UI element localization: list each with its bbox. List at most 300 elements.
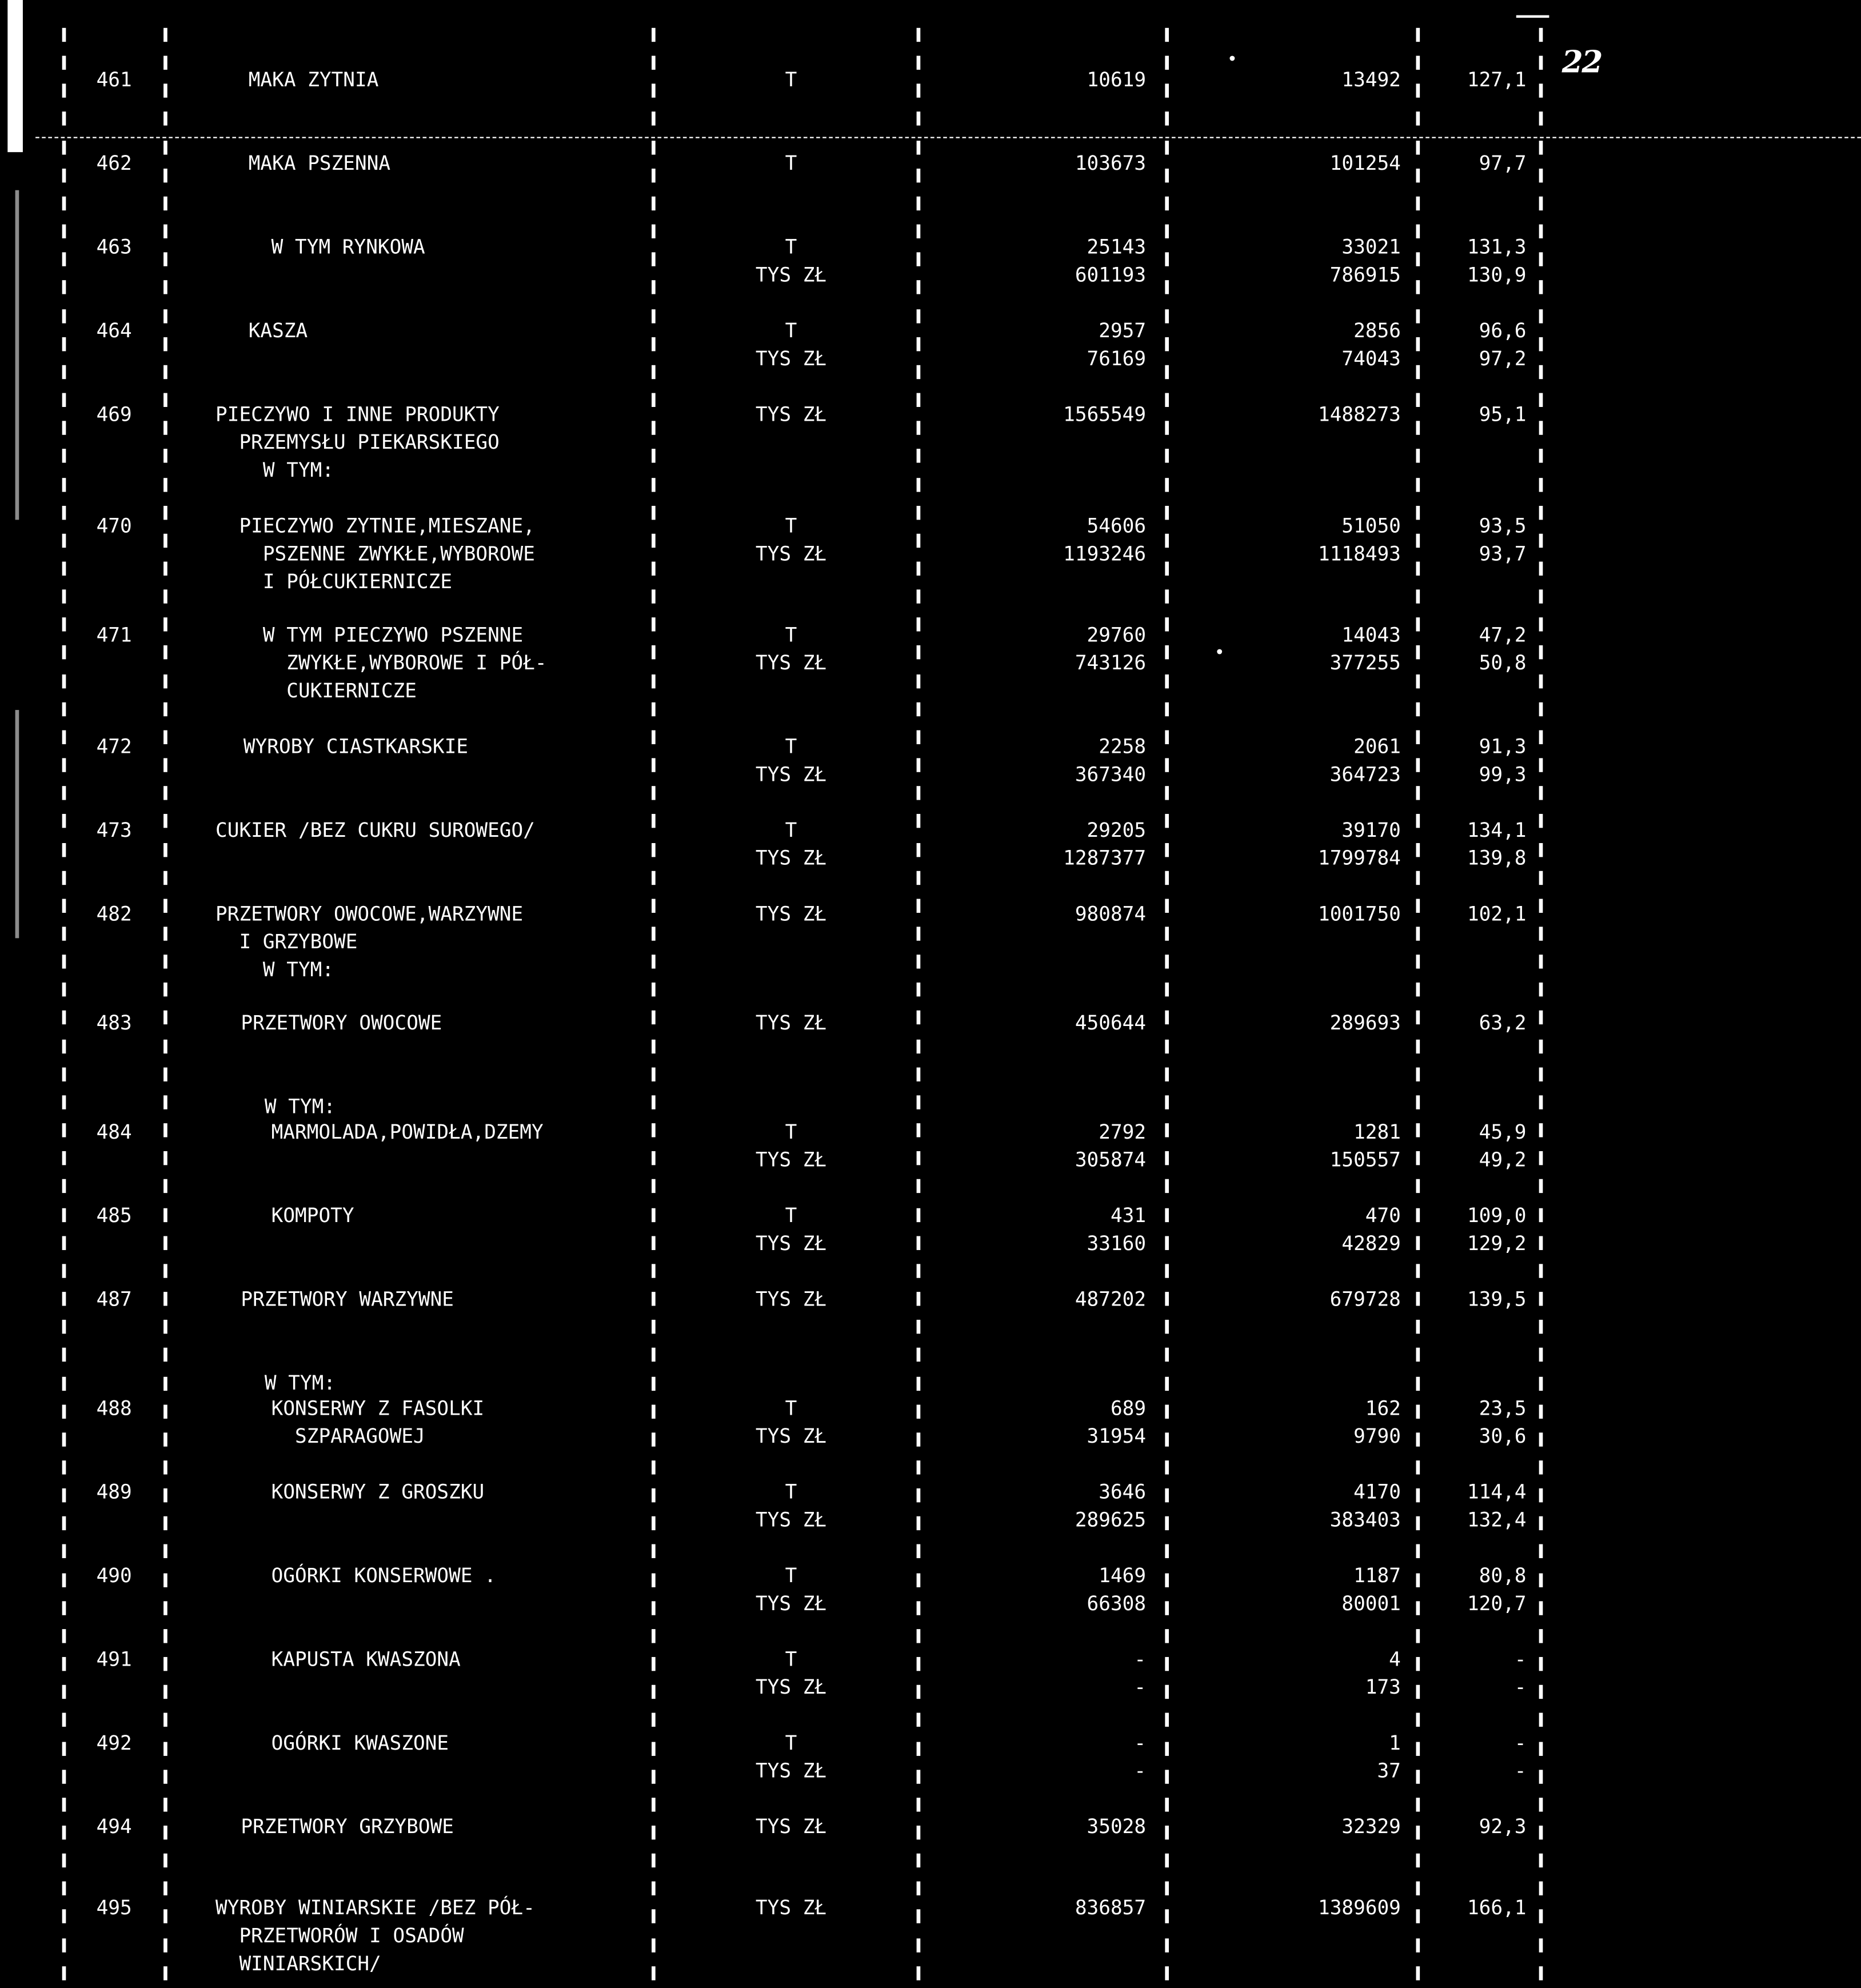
dashed-separator — [35, 137, 1861, 138]
separator-tick — [62, 1629, 66, 1643]
percent-index: 130,9 — [1467, 264, 1527, 287]
value-current-year: 4 — [1389, 1648, 1401, 1671]
table-line — [0, 677, 1861, 705]
separator-tick — [916, 1544, 920, 1558]
percent-index: 50,8 — [1479, 652, 1527, 674]
value-prev-year: 1287377 — [1063, 847, 1147, 870]
value-prev-year: 31954 — [1087, 1425, 1147, 1448]
table-line — [0, 512, 1861, 540]
value-prev-year: 367340 — [1075, 763, 1147, 787]
percent-index: - — [1514, 1648, 1527, 1671]
table-row — [0, 816, 1861, 872]
item-label: MAKA ZYTNIA — [248, 68, 379, 91]
value-current-year: 37 — [1377, 1759, 1401, 1783]
value-prev-year: 66308 — [1087, 1592, 1147, 1615]
table-line — [0, 761, 1861, 789]
item-code: 469 — [96, 403, 132, 426]
separator-tick — [916, 1629, 920, 1643]
separator-tick — [163, 28, 167, 42]
unit-cell: T — [785, 819, 797, 842]
value-prev-year: 689 — [1110, 1397, 1147, 1420]
item-label: KAPUSTA KWASZONA — [271, 1648, 461, 1671]
unit-cell: TYS ZŁ — [755, 903, 827, 926]
separator-tick — [1164, 197, 1168, 210]
item-label: OGÓRKI KWASZONE — [271, 1731, 449, 1755]
value-prev-year: - — [1134, 1731, 1147, 1755]
separator-tick — [651, 1264, 655, 1278]
percent-index: - — [1514, 1731, 1527, 1755]
table-row — [0, 66, 1861, 94]
value-prev-year: 431 — [1110, 1204, 1147, 1228]
value-current-year: 289693 — [1329, 1011, 1401, 1035]
unit-cell: TYS ZŁ — [755, 1508, 827, 1532]
table-line — [0, 456, 1861, 484]
table-row — [0, 1562, 1861, 1618]
separator-tick — [916, 1798, 920, 1811]
table-line — [0, 1009, 1861, 1037]
item-code: 472 — [96, 735, 132, 759]
table-line — [0, 401, 1861, 429]
item-label: WYROBY WINIARSKIE /BEZ PÓŁ- — [215, 1897, 535, 1920]
table-line — [0, 1423, 1861, 1451]
unit-cell: T — [785, 235, 797, 259]
separator-tick — [163, 197, 167, 210]
separator-tick — [916, 28, 920, 42]
unit-cell: T — [785, 1397, 797, 1420]
item-label: W TYM: — [241, 1371, 336, 1395]
table-line — [0, 1729, 1861, 1757]
item-label: W TYM: — [215, 958, 334, 981]
value-prev-year: 54606 — [1087, 514, 1147, 538]
table-line — [0, 900, 1861, 928]
value-current-year: 4170 — [1353, 1480, 1401, 1504]
table-row — [0, 900, 1861, 984]
separator-tick — [916, 871, 920, 884]
separator-tick — [163, 1460, 167, 1474]
separator-tick — [1415, 983, 1419, 997]
unit-cell: T — [785, 1480, 797, 1504]
separator-tick — [1415, 1460, 1419, 1474]
table-line — [0, 1757, 1861, 1785]
separator-tick — [1164, 1460, 1168, 1474]
table-line — [0, 1674, 1861, 1702]
percent-index: 49,2 — [1479, 1148, 1527, 1172]
unit-cell: TYS ZŁ — [755, 763, 827, 787]
separator-tick — [916, 112, 920, 126]
item-label: W TYM: — [215, 458, 334, 482]
table-line — [0, 1369, 1861, 1397]
separator-tick — [1539, 1264, 1543, 1278]
percent-index: 120,7 — [1467, 1592, 1527, 1615]
table-line — [0, 649, 1861, 677]
percent-index: 139,8 — [1467, 847, 1527, 870]
value-current-year: 162 — [1365, 1397, 1401, 1420]
table-row — [0, 1202, 1861, 1258]
item-code: 495 — [96, 1897, 132, 1920]
value-prev-year: 103673 — [1075, 152, 1147, 175]
table-row — [0, 1009, 1861, 1121]
item-code: 487 — [96, 1288, 132, 1311]
value-prev-year: 29205 — [1087, 819, 1147, 842]
value-prev-year: 3646 — [1099, 1480, 1147, 1504]
value-current-year: 14043 — [1341, 624, 1401, 647]
item-label: KASZA — [248, 319, 308, 342]
item-label: I GRZYBOWE — [215, 931, 358, 953]
table-line — [0, 1342, 1861, 1370]
value-prev-year: 487202 — [1075, 1288, 1147, 1311]
value-prev-year: 836857 — [1075, 1897, 1147, 1920]
separator-tick — [651, 1713, 655, 1727]
value-current-year: 1118493 — [1317, 542, 1401, 566]
separator-tick — [1539, 197, 1543, 210]
item-code: 473 — [96, 819, 132, 842]
value-current-year: 173 — [1365, 1676, 1401, 1699]
table-line — [0, 540, 1861, 568]
table-line — [0, 1065, 1861, 1093]
percent-index: 95,1 — [1479, 403, 1527, 426]
table-line — [0, 568, 1861, 596]
item-code: 462 — [96, 152, 132, 175]
separator-tick — [163, 1713, 167, 1727]
percent-index: 99,3 — [1479, 763, 1527, 787]
value-prev-year: 1565549 — [1063, 403, 1147, 426]
item-code: 492 — [96, 1731, 132, 1755]
table-row — [0, 1729, 1861, 1785]
separator-tick — [651, 1180, 655, 1193]
value-prev-year: 980874 — [1075, 903, 1147, 926]
value-current-year: 80001 — [1341, 1592, 1401, 1615]
separator-tick — [1539, 1798, 1543, 1811]
table-line — [0, 233, 1861, 261]
percent-index: 131,3 — [1467, 235, 1527, 259]
table-line — [0, 621, 1861, 649]
table-row — [0, 1286, 1861, 1397]
table-row — [0, 1478, 1861, 1534]
unit-cell: T — [785, 152, 797, 175]
separator-tick — [1415, 1713, 1419, 1727]
unit-cell: TYS ZŁ — [755, 847, 827, 870]
unit-cell: T — [785, 1564, 797, 1587]
separator-tick — [1164, 1713, 1168, 1727]
item-code: 482 — [96, 903, 132, 926]
item-code: 483 — [96, 1011, 132, 1035]
separator-tick — [916, 1713, 920, 1727]
value-current-year: 42829 — [1341, 1232, 1401, 1255]
separator-tick — [1415, 1854, 1419, 1867]
separator-tick — [62, 871, 66, 884]
separator-tick — [1539, 983, 1543, 997]
item-code: 491 — [96, 1648, 132, 1671]
item-label: CUKIER /BEZ CUKRU SUROWEGO/ — [215, 819, 535, 842]
unit-cell: TYS ZŁ — [755, 652, 827, 674]
table-line — [0, 66, 1861, 94]
item-label: WYROBY CIASTKARSKIE — [243, 735, 469, 759]
separator-tick — [1539, 112, 1543, 126]
table-line — [0, 345, 1861, 373]
percent-index: 45,9 — [1479, 1120, 1527, 1144]
unit-cell: TYS ZŁ — [755, 347, 827, 370]
unit-cell: T — [785, 514, 797, 538]
value-current-year: 679728 — [1329, 1288, 1401, 1311]
separator-tick — [1539, 1629, 1543, 1643]
table-row — [0, 1894, 1861, 1978]
page-number: 22 — [1562, 43, 1602, 80]
value-current-year: 150557 — [1329, 1148, 1401, 1172]
unit-cell: TYS ZŁ — [755, 1815, 827, 1839]
separator-tick — [916, 1460, 920, 1474]
value-current-year: 74043 — [1341, 347, 1401, 370]
percent-index: 23,5 — [1479, 1397, 1527, 1420]
item-label: ZWYKŁE,WYBOROWE I PÓŁ- — [215, 652, 547, 674]
separator-tick — [1164, 983, 1168, 997]
value-prev-year: - — [1134, 1759, 1147, 1783]
item-label: W TYM: — [241, 1095, 336, 1119]
table-line — [0, 150, 1861, 178]
value-prev-year: 10619 — [1087, 68, 1147, 91]
value-current-year: 51050 — [1341, 514, 1401, 538]
separator-tick — [916, 1264, 920, 1278]
percent-index: 114,4 — [1467, 1480, 1527, 1504]
item-label: PRZETWORY WARZYWNE — [241, 1288, 454, 1311]
value-prev-year: 25143 — [1087, 235, 1147, 259]
unit-cell: TYS ZŁ — [755, 1897, 827, 1920]
corner-mark — [1516, 15, 1549, 18]
item-label: MAKA PSZENNA — [248, 152, 391, 175]
percent-index: 91,3 — [1479, 735, 1527, 759]
separator-tick — [1415, 1798, 1419, 1811]
percent-index: 63,2 — [1479, 1011, 1527, 1035]
separator-tick — [62, 983, 66, 997]
item-label: PRZETWORY GRZYBOWE — [241, 1815, 454, 1839]
item-label: W TYM RYNKOWA — [271, 235, 425, 259]
separator-tick — [163, 1180, 167, 1193]
separator-tick — [62, 197, 66, 210]
separator-tick — [651, 1798, 655, 1811]
unit-cell: T — [785, 68, 797, 91]
unit-cell: TYS ZŁ — [755, 264, 827, 287]
unit-cell: T — [785, 1204, 797, 1228]
item-code: 470 — [96, 514, 132, 538]
separator-tick — [1415, 28, 1419, 42]
item-label: I PÓŁCUKIERNICZE — [215, 570, 453, 594]
value-prev-year: 35028 — [1087, 1815, 1147, 1839]
table-line — [0, 1506, 1861, 1534]
item-label: KONSERWY Z FASOLKI — [271, 1397, 485, 1420]
percent-index: 92,3 — [1479, 1815, 1527, 1839]
percent-index: 166,1 — [1467, 1897, 1527, 1920]
separator-tick — [163, 1798, 167, 1811]
table-line — [0, 1894, 1861, 1922]
table-line — [0, 1395, 1861, 1423]
unit-cell: TYS ZŁ — [755, 1011, 827, 1035]
separator-tick — [1415, 197, 1419, 210]
value-current-year: 1001750 — [1317, 903, 1401, 926]
item-code: 463 — [96, 235, 132, 259]
separator-tick — [1539, 1713, 1543, 1727]
separator-tick — [1164, 1180, 1168, 1193]
separator-tick — [1415, 1264, 1419, 1278]
separator-tick — [1539, 1544, 1543, 1558]
value-current-year: 2856 — [1353, 319, 1401, 342]
table-line — [0, 1093, 1861, 1121]
separator-tick — [1415, 1544, 1419, 1558]
separator-tick — [916, 197, 920, 210]
table-line — [0, 1286, 1861, 1314]
item-label: W TYM PIECZYWO PSZENNE — [215, 624, 524, 647]
value-current-year: 383403 — [1329, 1508, 1401, 1532]
value-current-year: 101254 — [1329, 152, 1401, 175]
value-current-year: 1 — [1389, 1731, 1401, 1755]
value-prev-year: 601193 — [1075, 264, 1147, 287]
value-current-year: 13492 — [1341, 68, 1401, 91]
percent-index: 109,0 — [1467, 1204, 1527, 1228]
item-label: OGÓRKI KONSERWOWE . — [271, 1564, 496, 1587]
value-prev-year: 305874 — [1075, 1148, 1147, 1172]
table-row — [0, 733, 1861, 789]
table-row — [0, 233, 1861, 289]
item-label: PIECZYWO ZYTNIE,MIESZANE, — [215, 514, 535, 538]
value-prev-year: 743126 — [1075, 652, 1147, 674]
percent-index: 93,7 — [1479, 542, 1527, 566]
item-code: 490 — [96, 1564, 132, 1587]
item-label: WINIARSKICH/ — [215, 1952, 381, 1975]
separator-tick — [1539, 1180, 1543, 1193]
unit-cell: T — [785, 1120, 797, 1144]
separator-tick — [1164, 1629, 1168, 1643]
table-line — [0, 816, 1861, 844]
table-line — [0, 928, 1861, 956]
separator-tick — [1164, 1264, 1168, 1278]
value-prev-year: 2258 — [1099, 735, 1147, 759]
table-line — [0, 261, 1861, 289]
unit-cell: T — [785, 624, 797, 647]
percent-index: 129,2 — [1467, 1232, 1527, 1255]
separator-tick — [1539, 871, 1543, 884]
value-prev-year: - — [1134, 1676, 1147, 1699]
unit-cell: TYS ZŁ — [755, 1676, 827, 1699]
separator-tick — [1164, 1798, 1168, 1811]
percent-index: 97,2 — [1479, 347, 1527, 370]
separator-tick — [163, 1544, 167, 1558]
separator-tick — [163, 1854, 167, 1867]
unit-cell: T — [785, 319, 797, 342]
table-line — [0, 733, 1861, 761]
separator-tick — [1415, 871, 1419, 884]
table-line — [0, 429, 1861, 457]
percent-index: 80,8 — [1479, 1564, 1527, 1587]
separator-tick — [1164, 28, 1168, 42]
separator-tick — [1539, 1460, 1543, 1474]
separator-tick — [916, 1854, 920, 1867]
item-label: PRZETWORY OWOCOWE,WARZYWNE — [215, 903, 524, 926]
value-current-year: 1281 — [1353, 1120, 1401, 1144]
percent-index: 127,1 — [1467, 68, 1527, 91]
item-label: KOMPOTY — [271, 1204, 354, 1228]
item-code: 464 — [96, 319, 132, 342]
item-code: 461 — [96, 68, 132, 91]
unit-cell: T — [785, 735, 797, 759]
item-label: PRZETWORY OWOCOWE — [241, 1011, 442, 1035]
table-row — [0, 1646, 1861, 1702]
separator-tick — [62, 1460, 66, 1474]
separator-tick — [1415, 1180, 1419, 1193]
separator-tick — [651, 1629, 655, 1643]
table-line — [0, 956, 1861, 984]
separator-tick — [1415, 112, 1419, 126]
value-current-year: 786915 — [1329, 264, 1401, 287]
item-code: 485 — [96, 1204, 132, 1228]
item-label: KONSERWY Z GROSZKU — [271, 1480, 485, 1504]
separator-tick — [62, 112, 66, 126]
separator-tick — [62, 1854, 66, 1867]
value-current-year: 33021 — [1341, 235, 1401, 259]
unit-cell: TYS ZŁ — [755, 1148, 827, 1172]
value-current-year: 364723 — [1329, 763, 1401, 787]
item-label: PSZENNE ZWYKŁE,WYBOROWE — [215, 542, 535, 566]
table-row — [0, 1813, 1861, 1841]
value-current-year: 2061 — [1353, 735, 1401, 759]
value-prev-year: 33160 — [1087, 1232, 1147, 1255]
item-code: 488 — [96, 1397, 132, 1420]
table-line — [0, 1146, 1861, 1174]
table-line — [0, 1590, 1861, 1618]
table-row — [0, 1395, 1861, 1451]
separator-tick — [163, 983, 167, 997]
value-prev-year: 289625 — [1075, 1508, 1147, 1532]
separator-tick — [163, 1264, 167, 1278]
item-label: MARMOLADA,POWIDŁA,DZEMY — [271, 1120, 544, 1144]
value-prev-year: 1193246 — [1063, 542, 1147, 566]
item-label: SZPARAGOWEJ — [271, 1425, 425, 1448]
value-current-year: 39170 — [1341, 819, 1401, 842]
separator-tick — [62, 1180, 66, 1193]
percent-index: 93,5 — [1479, 514, 1527, 538]
separator-tick — [1539, 28, 1543, 42]
separator-tick — [916, 1180, 920, 1193]
table-line — [0, 844, 1861, 872]
separator-tick — [651, 112, 655, 126]
table-row — [0, 401, 1861, 484]
percent-index: 30,6 — [1479, 1425, 1527, 1448]
table-row — [0, 1118, 1861, 1174]
separator-tick — [651, 1544, 655, 1558]
value-prev-year: - — [1134, 1648, 1147, 1671]
unit-cell: T — [785, 1648, 797, 1671]
unit-cell: TYS ZŁ — [755, 1288, 827, 1311]
separator-tick — [1164, 1854, 1168, 1867]
value-prev-year: 29760 — [1087, 624, 1147, 647]
value-current-year: 1799784 — [1317, 847, 1401, 870]
separator-tick — [651, 1854, 655, 1867]
separator-tick — [651, 871, 655, 884]
table-line — [0, 1478, 1861, 1506]
item-label: CUKIERNICZE — [215, 679, 417, 702]
separator-tick — [651, 197, 655, 210]
table-line — [0, 1646, 1861, 1674]
separator-tick — [651, 1460, 655, 1474]
percent-index: 96,6 — [1479, 319, 1527, 342]
separator-tick — [916, 983, 920, 997]
percent-index: 47,2 — [1479, 624, 1527, 647]
item-label: PRZETWORÓW I OSADÓW — [215, 1924, 464, 1947]
separator-tick — [1164, 1544, 1168, 1558]
percent-index: 139,5 — [1467, 1288, 1527, 1311]
value-current-year: 1488273 — [1317, 403, 1401, 426]
value-current-year: 9790 — [1353, 1425, 1401, 1448]
percent-index: 102,1 — [1467, 903, 1527, 926]
value-prev-year: 2792 — [1099, 1120, 1147, 1144]
item-label: PRZEMYSŁU PIEKARSKIEGO — [215, 431, 500, 454]
